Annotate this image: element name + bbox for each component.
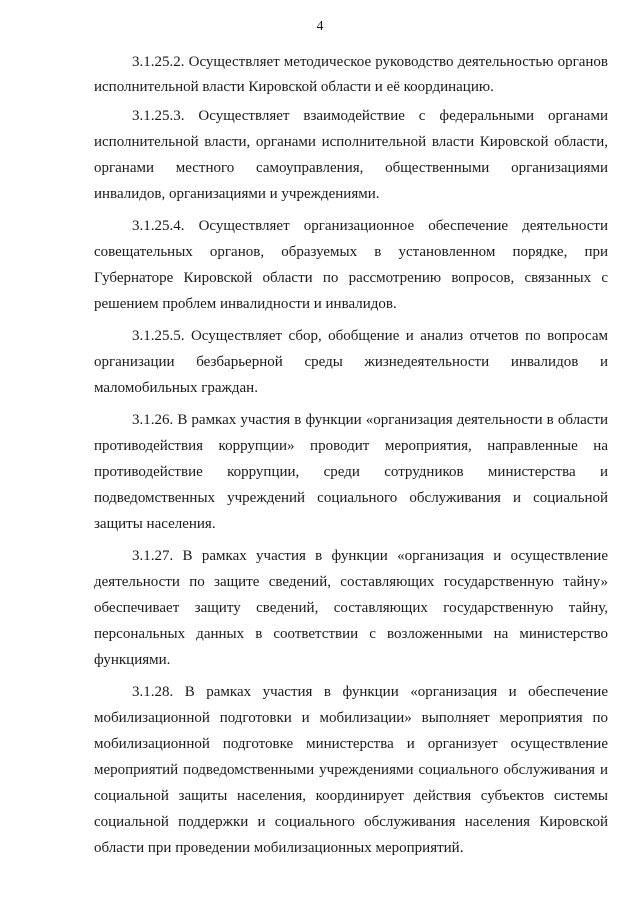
paragraph-3-1-25-3: 3.1.25.3. Осуществляет взаимодействие с федеральными органами исполнительной власти, органами исполнительной власти Кировской области, органами местного самоуправления, общественными организациями инвалидов, организациями и учреждениями. <box>94 108 608 202</box>
paragraph-3-1-25-4: 3.1.25.4. Осуществляет организационное обеспечение деятельности совещательных органов, образуемых в установленном порядке, при Губернаторе Кировской области по рассмотрению вопросов, связанных с решением проблем инвалидности и инвалидов. <box>94 218 608 312</box>
paragraph-3-1-25-2: 3.1.25.2. Осуществляет методическое руководство деятельностью органов исполнительной власти Кировской области и её координацию. <box>94 54 608 95</box>
page-number: 4 <box>316 19 324 34</box>
paragraph-3-1-25-5: 3.1.25.5. Осуществляет сбор, обобщение и анализ отчетов по вопросам организации безбарьерной среды жизнедеятельности инвалидов и маломобильных граждан. <box>94 328 608 396</box>
paragraph-3-1-27: 3.1.27. В рамках участия в функции «организация и осуществление деятельности по защите сведений, составляющих государственную тайну» обеспечивает защиту сведений, составляющих государственную тайну, персональных данных в соответствии с возложенными на министерство функциями. <box>94 548 608 668</box>
document-body <box>94 50 608 867</box>
paragraph-3-1-26: 3.1.26. В рамках участия в функции «организация деятельности в области противодействия коррупции» проводит мероприятия, направленные на противодействие коррупции, среди сотрудников министерства и подведомственных учреждений социального обслуживания и социальной защиты населения. <box>94 412 608 532</box>
paragraph-3-1-28: 3.1.28. В рамках участия в функции «организация и обеспечение мобилизационной подготовки и мобилизации» выполняет мероприятия по мобилизационной подготовке министерства и организует осуществление мероприятий подведомственными учреждениями социального обслуживания и социальной защиты населения, координирует действия субъектов системы социальной поддержки и социального обслуживания населения Кировской области при проведении мобилизационных мероприятий. <box>94 684 608 856</box>
